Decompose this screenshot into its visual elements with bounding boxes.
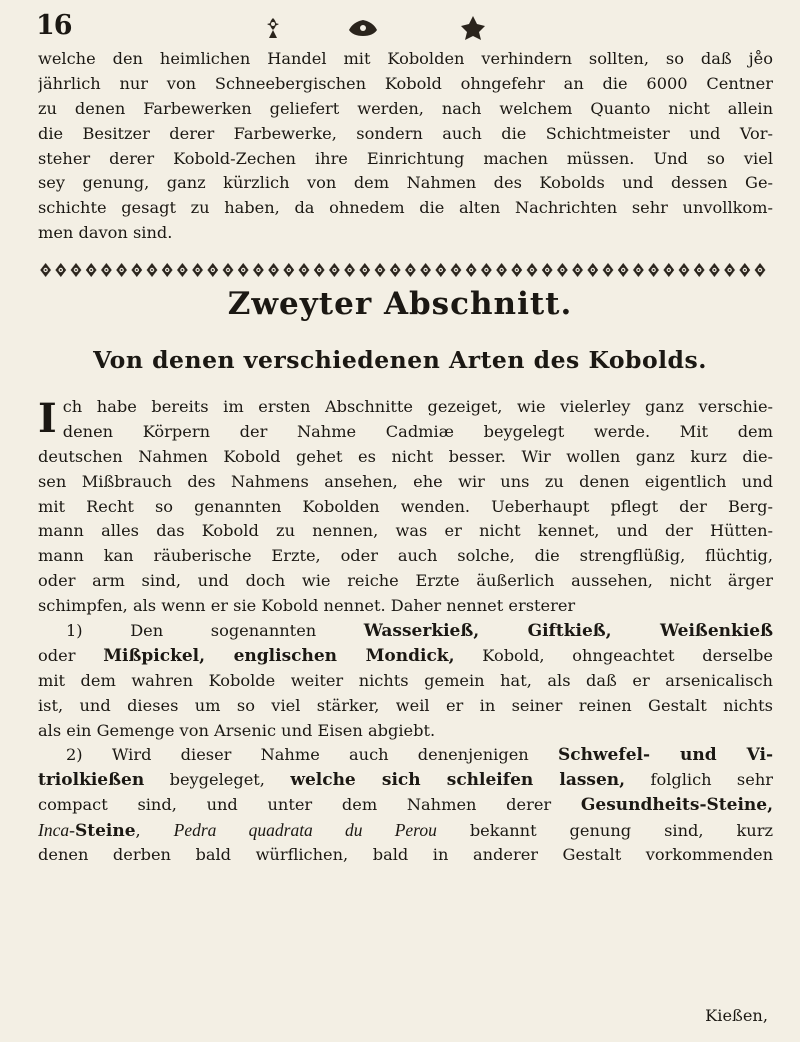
section-title: Zweyter Abschnitt. — [227, 286, 573, 322]
section-body — [38, 395, 773, 868]
text-line: men davon sind. — [38, 223, 173, 243]
text-fragment: oder — [38, 645, 104, 665]
text-line: mann alles das Kobold zu nennen, was er nicht kennet, und der Hütten- — [38, 521, 773, 541]
text-fragment: , — [135, 821, 174, 841]
text-line — [38, 793, 773, 818]
ornament-border-icon — [38, 262, 768, 278]
emphasized-terms: Gesundheits-Steine, — [580, 795, 773, 816]
drop-cap: I — [38, 395, 57, 442]
text-line: welche den heimlichen Handel mit Kobolden verhindern sollten, so daß je̊o — [38, 49, 773, 68]
text-line: zu denen Farbewerken geliefert werden, nach welchem Quanto nicht allein — [38, 98, 773, 118]
text-line: mit dem wahren Kobolde weiter nichts gemein hat, als daß er arsenicalisch — [38, 670, 773, 690]
text-line: deutschen Nahmen Kobold gehet es nicht besser. Wir wollen ganz kurz die- — [38, 446, 773, 466]
text-line: mann kan räuberische Erzte, oder auch solche, die strengflüßig, flüchtig, — [38, 546, 773, 566]
emphasized-terms: Wasserkieß, Giftkieß, Weißenkieß — [363, 621, 773, 642]
text-line: steher derer Kobold-Zechen ihre Einrichtung machen müssen. Und so viel — [38, 148, 773, 168]
text-fragment: bekannt genung sind, kurz — [436, 821, 773, 841]
catchword: Kießen, — [705, 1006, 768, 1025]
emphasized-terms: Steine — [74, 821, 136, 842]
text-line: schichte gesagt zu haben, da ohnedem die alten Nachrichten sehr unvollkom- — [38, 198, 773, 218]
text-line: sen Mißbrauch des Nahmens ansehen, ehe wir uns zu denen eigentlich und — [38, 471, 773, 491]
text-line: schimpfen, als wenn er sie Kobold nennet. Daher nennet ersterer — [38, 596, 576, 616]
latin-term: Inca- — [38, 820, 75, 841]
text-line: als ein Gemenge von Arsenic und Eisen abgiebt. — [38, 720, 436, 740]
page-header — [30, 6, 775, 46]
text-line — [38, 644, 773, 669]
text-fragment: compact sind, und unter dem Nahmen derer — [38, 795, 581, 815]
emphasized-terms: Mißpickel, englischen Mondick, — [103, 645, 455, 666]
text-line: denen Körpern der Nahme Cadmiæ beygelegt werde. Mit dem — [62, 421, 773, 441]
text-line: oder arm sind, und doch wie reiche Erzte äußerlich aussehen, nicht ärger — [38, 571, 773, 591]
text-line: jährlich nur von Schneebergischen Kobold ohngefehr an die 6000 Centner — [38, 73, 773, 93]
latin-term: Pedra quadrata du Perou — [173, 820, 437, 841]
text-line — [38, 818, 773, 843]
item-lead: 2) Wird dieser Nahme auch denenjenigen — [66, 745, 558, 765]
emphasized-terms: Schwefel- und Vi- — [557, 745, 773, 766]
continuation-paragraph — [38, 47, 773, 246]
fleuron-icon — [245, 14, 515, 42]
text-line: sey genung, ganz kürzlich von dem Nahmen des Kobolds und dessen Ge- — [38, 173, 773, 193]
text-fragment: folglich sehr — [625, 770, 773, 790]
ornamental-rule — [38, 262, 768, 278]
item-lead: 1) Den sogenannten — [66, 621, 364, 641]
text-line: mit Recht so genannten Kobolden wenden. Ueberhaupt pflegt der Berg- — [38, 496, 773, 516]
text-fragment: beygeleget, — [144, 770, 291, 790]
page-number: 16 — [36, 10, 72, 41]
text-line: ch habe bereits im ersten Abschnitte gezeiget, wie vielerley ganz verschie- — [62, 397, 773, 416]
text-line: ist, und dieses um so viel stärker, weil er in seiner reinen Gestalt nichts — [38, 695, 773, 715]
emphasized-terms: triolkießen — [38, 770, 145, 791]
text-line: denen derben bald würflichen, bald in anderer Gestalt vorkommenden — [38, 845, 773, 865]
list-item-2 — [38, 743, 773, 768]
text-fragment: Kobold, ohngeachtet derselbe — [454, 645, 773, 665]
section-subtitle: Von denen verschiedenen Arten des Kobolds. — [93, 346, 707, 374]
text-line — [38, 768, 773, 793]
header-ornaments — [245, 14, 515, 42]
emphasized-terms: welche sich schleifen lassen, — [290, 770, 626, 791]
list-item-1 — [38, 619, 773, 644]
text-line: die Besitzer derer Farbewerke, sondern auch die Schichtmeister und Vor- — [38, 123, 773, 143]
